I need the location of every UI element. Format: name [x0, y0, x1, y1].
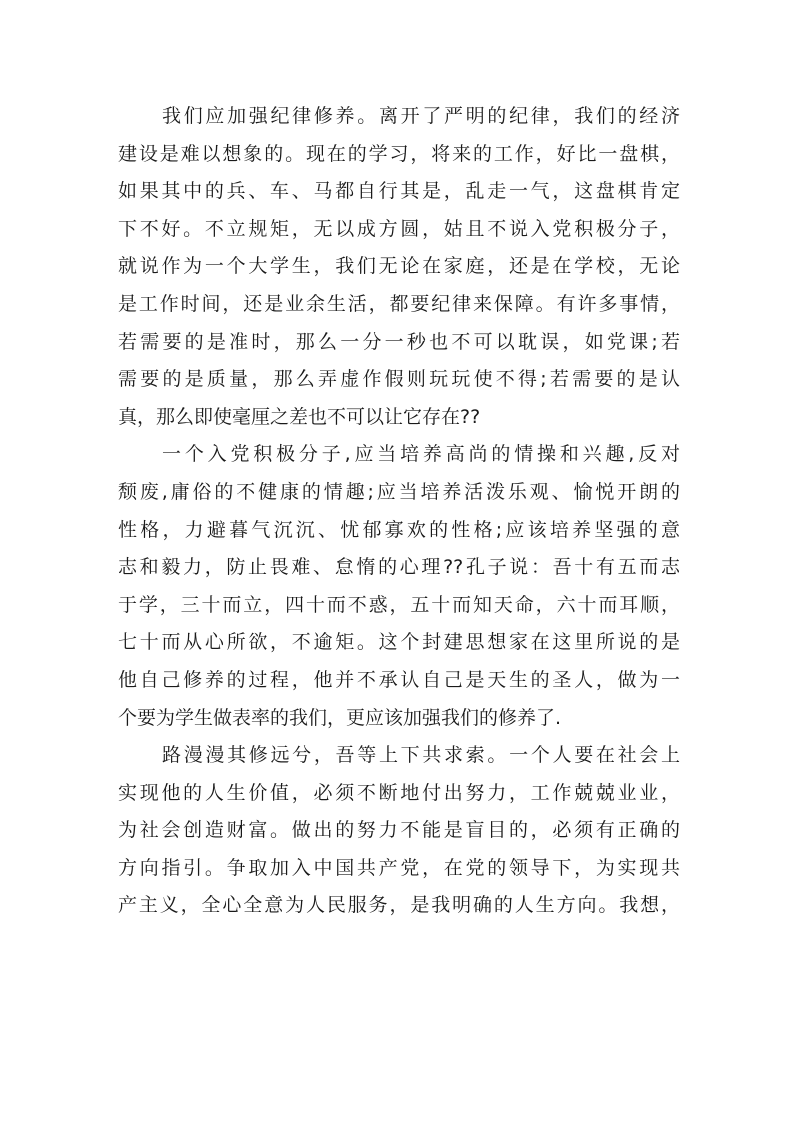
paragraph-discipline [118, 98, 680, 436]
text-line: 我们应加强纪律修养。离开了严明的纪律，我们的经济 [162, 105, 680, 127]
text-line: 一个入党积极分子,应当培养高尚的情操和兴趣,反对 [162, 443, 680, 466]
text-line: 性格，力避暮气沉沉、忧郁寡欢的性格;应该培养坚强的意 [118, 518, 680, 541]
text-line: 实现他的人生价值，必须不断地付出努力，工作兢兢业业， [118, 781, 680, 804]
paragraph-cultivation [118, 436, 680, 737]
paragraph-life-direction [118, 737, 680, 925]
document-body [118, 98, 680, 925]
text-line: 他自己修养的过程，他并不承认自己是天生的圣人，做为一 [118, 668, 680, 691]
text-line: 个要为学生做表率的我们，更应该加强我们的修养了. [118, 706, 562, 729]
text-line: 七十而从心所欲，不逾矩。这个封建思想家在这里所说的是 [118, 631, 680, 654]
text-line: 如果其中的兵、车、马都自行其是，乱走一气，这盘棋肯定 [118, 180, 680, 203]
text-line: 路漫漫其修远兮，吾等上下共求索。一个人要在社会上 [162, 744, 680, 767]
text-line: 志和毅力，防止畏难、怠惰的心理??孔子说：吾十有五而志 [118, 556, 680, 579]
text-line: 产主义，全心全意为人民服务，是我明确的人生方向。我想， [118, 894, 680, 917]
text-line: 需要的是质量，那么弄虚作假则玩玩使不得;若需要的是认 [118, 368, 680, 391]
text-line: 于学，三十而立，四十而不惑，五十而知天命，六十而耳顺， [118, 593, 680, 616]
text-line: 方向指引。争取加入中国共产党，在党的领导下，为实现共 [118, 856, 680, 879]
text-line: 为社会创造财富。做出的努力不能是盲目的，必须有正确的 [118, 819, 680, 842]
text-line: 若需要的是准时，那么一分一秒也不可以耽误，如党课;若 [118, 330, 680, 353]
text-line: 就说作为一个大学生，我们无论在家庭，还是在学校，无论 [118, 255, 680, 278]
text-line: 颓废,庸俗的不健康的情趣;应当培养活泼乐观、愉悦开朗的 [118, 480, 680, 503]
text-line: 建设是难以想象的。现在的学习，将来的工作，好比一盘棋， [118, 142, 680, 165]
text-line: 下不好。不立规矩，无以成方圆，姑且不说入党积极分子， [118, 217, 680, 240]
text-line: 真，那么即使毫厘之差也不可以让它存在?? [118, 405, 481, 428]
text-line: 是工作时间，还是业余生活，都要纪律来保障。有许多事情， [118, 292, 680, 315]
